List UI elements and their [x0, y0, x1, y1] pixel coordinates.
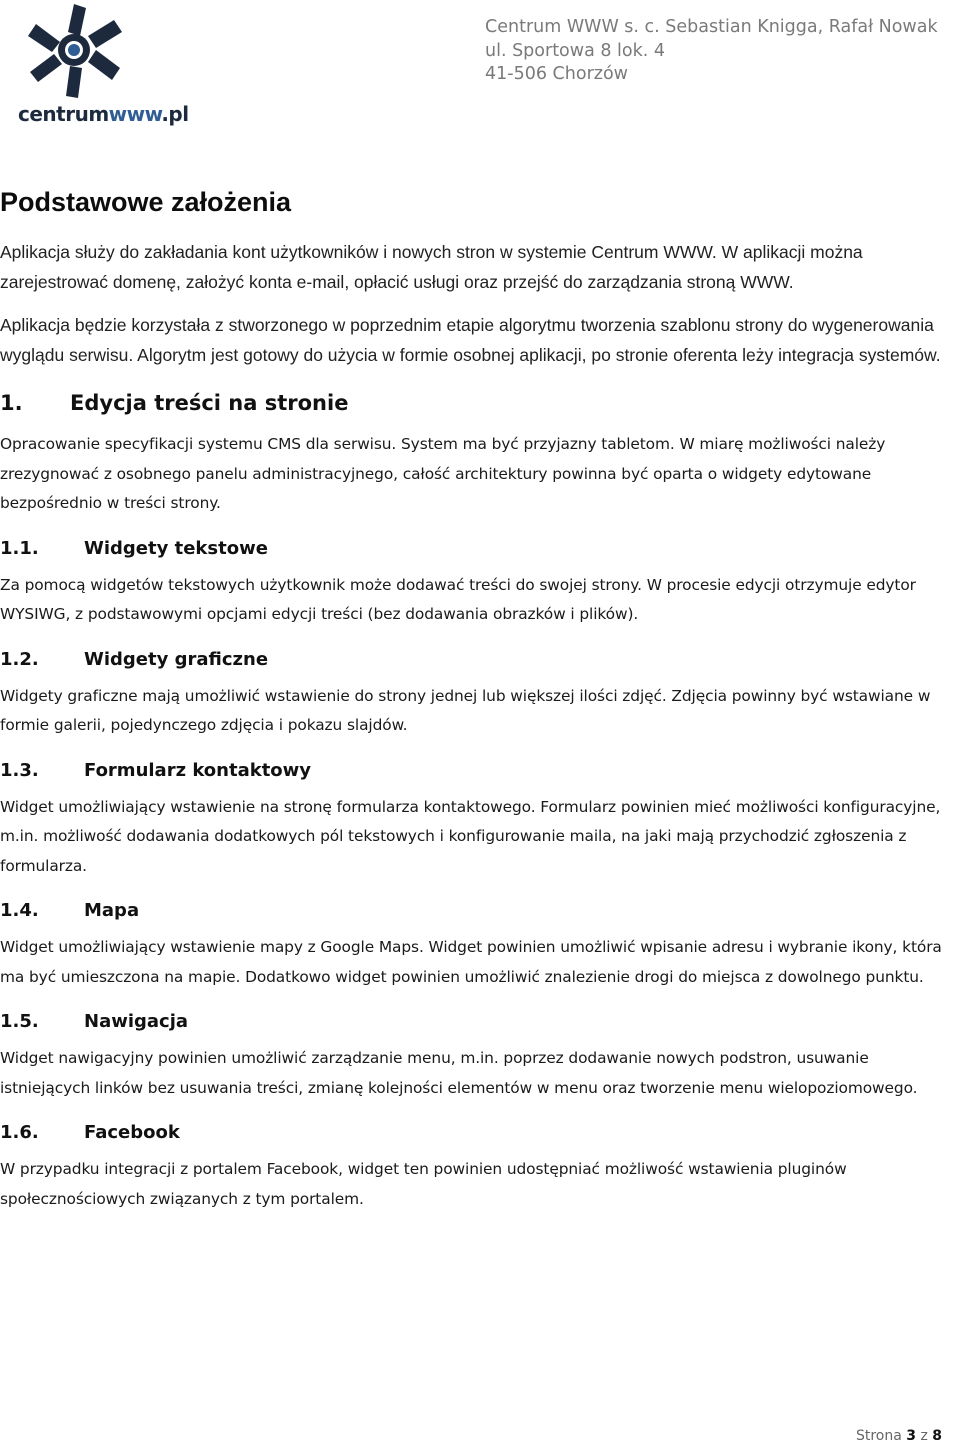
subsection-number: 1.5.: [0, 1011, 39, 1032]
subsection-paragraph: Widgety graficzne mają umożliwić wstawienie do strony jednej lub większej ilości zdjęć. Zdjęcia powinny być wstawiane w formie galerii, pojedynczego zdjęcia i pokazu slajdów.: [0, 686, 931, 734]
page-of: z: [920, 1428, 928, 1444]
section-number: 1.: [0, 391, 23, 415]
logo-wordmark: [18, 102, 189, 126]
document-title: Podstawowe założenia: [0, 187, 292, 217]
subsection-paragraph: Widget umożliwiający wstawienie mapy z Google Maps. Widget powinien umożliwić wpisanie adresu i wybranie ikony, która ma być umieszczona na mapie. Dodatkowo widget powinien umożliwić znalezienie drogi do miejsca z dowolnego punktu.: [0, 938, 942, 986]
subsection-number: 1.3.: [0, 759, 39, 781]
section-paragraph: Opracowanie specyfikacji systemu CMS dla serwisu. System ma być przyjazny tabletom. W miarę możliwości należy zrezygnować z osobnego panelu administracyjnego, całość architektury powinna być oparta o widgety edytowane bezpośrednio w treści strony.: [0, 435, 886, 512]
section-title: Edycja treści na stronie: [70, 391, 349, 415]
logo-text-part3: .pl: [161, 102, 189, 126]
subsection-title: Facebook: [84, 1122, 180, 1143]
logo-text-part1: centrum: [18, 102, 109, 126]
company-address: [485, 16, 938, 87]
subsection-paragraph: Widget umożliwiający wstawienie na stronę formularza kontaktowego. Formularz powinien mieć możliwości konfiguracyjne, m.in. możliwość dodawania dodatkowych pól tekstowych i konfigurowanie maila, na jaki mają przychodzić zgłoszenia z formularza.: [0, 797, 941, 875]
subsection-paragraph: Widget nawigacyjny powinien umożliwić zarządzanie menu, m.in. poprzez dodawanie nowych podstron, usuwanie istniejących linków bez usuwania treści, zmianę kolejności elementów w menu oraz tworzenie menu wielopoziomowego.: [0, 1049, 918, 1097]
subsection-number: 1.1.: [0, 537, 39, 559]
subsection-number: 1.2.: [0, 648, 39, 670]
logo-mark-icon: [16, 2, 136, 102]
subsection-title: Widgety tekstowe: [84, 537, 268, 559]
logo-text-part2: www: [108, 102, 162, 126]
subsection-paragraph: W przypadku integracji z portalem Facebook, widget ten powinien udostępniać możliwość wstawienia pluginów społecznościowych związanych z tym portalem.: [0, 1160, 847, 1208]
section-heading: [0, 388, 960, 418]
document-body: [0, 184, 960, 1222]
company-name: Centrum WWW s. c. Sebastian Knigga, Rafał Nowak: [485, 17, 938, 37]
subsection-title: Widgety graficzne: [84, 648, 269, 670]
intro-paragraph: Aplikacja będzie korzystała z stworzonego w poprzednim etapie algorytmu tworzenia szablonu strony do wygenerowania wyglądu serwisu. Algorytm jest gotowy do użycia w formie osobnej aplikacji, po stronie oferenta leży integracja systemów.: [0, 315, 941, 365]
subsection-heading: [0, 535, 960, 563]
company-logo: [16, 2, 206, 130]
total-pages: 8: [932, 1428, 942, 1444]
current-page: 3: [906, 1428, 916, 1444]
subsection-heading: [0, 897, 960, 925]
company-street: ul. Sportowa 8 lok. 4: [485, 40, 666, 61]
page-label: Strona: [855, 1428, 902, 1444]
subsection-heading: [0, 1008, 960, 1036]
intro-paragraph: Aplikacja służy do zakładania kont użytkowników i nowych stron w systemie Centrum WWW. W aplikacji można zarejestrować domenę, założyć konta e-mail, opłacić usługi oraz przejść do zarządzania stroną WWW.: [0, 242, 863, 292]
subsection-heading: [0, 1119, 960, 1147]
page-number: [856, 1428, 942, 1444]
subsection-title: Mapa: [84, 900, 140, 921]
subsection-title: Nawigacja: [84, 1011, 189, 1032]
subsection-number: 1.6.: [0, 1122, 39, 1143]
subsection-number: 1.4.: [0, 900, 39, 921]
subsection-title: Formularz kontaktowy: [84, 759, 312, 781]
subsection-heading: [0, 646, 960, 674]
subsection-heading: [0, 757, 960, 785]
company-city: 41-506 Chorzów: [485, 64, 628, 84]
subsection-paragraph: Za pomocą widgetów tekstowych użytkownik może dodawać treści do swojej strony. W procesie edycji otrzymuje edytor WYSIWG, z podstawowymi opcjami edycji treści (bez dodawania obrazków i plików).: [0, 575, 916, 623]
